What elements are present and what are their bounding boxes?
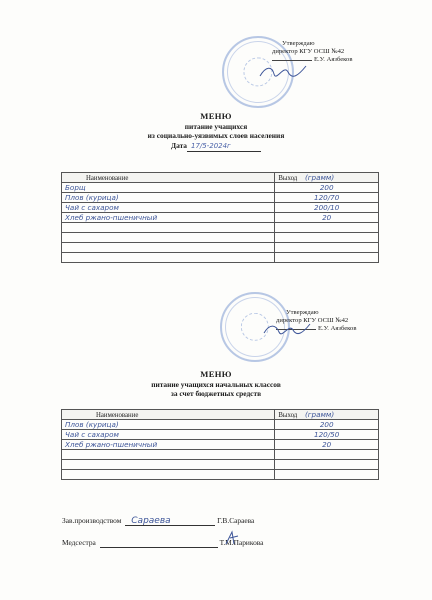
menu-1-item-name (62, 233, 275, 243)
menu-1-table (61, 172, 379, 263)
menu-2-item-name (62, 460, 275, 470)
nurse-signature (222, 530, 242, 548)
menu-1-title (0, 112, 432, 152)
table-row (62, 223, 379, 233)
menu-1-item-output (275, 243, 379, 253)
director-signature-1 (258, 62, 308, 80)
table-row (62, 213, 379, 223)
menu-1-col-output-label: Выход (278, 175, 298, 182)
nurse-name: Т.М.Парикова (219, 538, 264, 547)
table-row (62, 203, 379, 213)
director-signature-2 (262, 320, 312, 338)
table-row (62, 420, 379, 430)
menu-2-item-output: 20 (275, 440, 379, 450)
approval-1-line1: Утверждаю (282, 40, 315, 47)
nurse-signature-line (100, 538, 218, 548)
menu-1-item-name (62, 223, 275, 233)
production-manager-line (62, 516, 254, 526)
menu-1-col-name: Наименование (62, 173, 275, 183)
menu-1-subtitle-2: из социально-уязвимых слоев населения (147, 131, 285, 140)
menu-1-item-name (62, 253, 275, 263)
menu-1-item-output (275, 233, 379, 243)
menu-2-item-output (275, 450, 379, 460)
table-row (62, 183, 379, 193)
approval-2-line3: Е.У. Аязбеков (318, 325, 357, 333)
menu-1-item-name: Чай с сахаром (62, 203, 275, 213)
table-row (62, 430, 379, 440)
menu-1-item-name: Хлеб ржано-пшеничный (62, 213, 275, 223)
menu-2-subtitle-1: питание учащихся начальных классов (151, 379, 281, 389)
menu-1-col-output (275, 173, 379, 183)
menu-2-item-name: Чай с сахаром (62, 430, 275, 440)
menu-1-item-name: Плов (курица) (62, 193, 275, 203)
menu-1-heading: МЕНЮ (200, 111, 232, 121)
menu-1-item-output: 20 (275, 213, 379, 223)
approval-block-1 (272, 40, 352, 65)
table-row (62, 243, 379, 253)
menu-1-item-output (275, 253, 379, 263)
menu-2-item-output (275, 460, 379, 470)
menu-1-item-output: 200/10 (275, 203, 379, 213)
menu-2-subtitle-2: за счет бюджетных средств (170, 389, 262, 398)
menu-1-item-name: Борщ (62, 183, 275, 193)
table-row (62, 450, 379, 460)
production-manager-signature: Сараева (131, 516, 171, 526)
menu-1-col-output-note: (грамм) (304, 173, 335, 182)
menu-2-col-name: Наименование (62, 410, 275, 420)
menu-2-col-output-label: Выход (278, 412, 298, 419)
menu-1-date-value: 17/5-2024г (187, 142, 261, 153)
menu-2-item-output: 120/50 (275, 430, 379, 440)
menu-2-col-output-note: (грамм) (304, 410, 335, 419)
menu-2-title (0, 370, 432, 399)
menu-1-header-row (62, 173, 379, 183)
approval-2-line1: Утверждаю (286, 309, 319, 316)
production-manager-signature-line (125, 516, 215, 526)
menu-2-heading: МЕНЮ (200, 369, 232, 379)
table-row (62, 233, 379, 243)
table-row (62, 193, 379, 203)
table-row (62, 253, 379, 263)
menu-1-item-output: 120/70 (275, 193, 379, 203)
menu-1-date-label: Дата (170, 140, 187, 150)
menu-1-item-output (275, 223, 379, 233)
menu-2-item-name (62, 450, 275, 460)
approval-2-line2: директор КГУ ОСШ №42 (276, 317, 349, 325)
table-row (62, 470, 379, 480)
menu-2-col-output (275, 410, 379, 420)
menu-2-header-row (62, 410, 379, 420)
menu-2-table (61, 409, 379, 480)
table-row (62, 460, 379, 470)
table-row (62, 440, 379, 450)
menu-2-item-output: 200 (275, 420, 379, 430)
menu-1-item-output: 200 (275, 183, 379, 193)
menu-1-subtitle-1: питание учащихся (184, 121, 248, 131)
menu-1-item-name (62, 243, 275, 253)
production-manager-name: Г.В.Сараева (217, 516, 255, 525)
approval-1-line3: Е.У. Аязбеков (314, 56, 353, 64)
menu-2-item-name: Хлеб ржано-пшеничный (62, 440, 275, 450)
menu-1-date-row (0, 141, 432, 153)
menu-2-item-name: Плов (курица) (62, 420, 275, 430)
production-manager-label: Зав.производством (62, 516, 122, 525)
menu-2-item-output (275, 470, 379, 480)
approval-1-line2: директор КГУ ОСШ №42 (272, 48, 345, 56)
menu-2-item-name (62, 470, 275, 480)
nurse-label: Медсестра (62, 538, 96, 547)
